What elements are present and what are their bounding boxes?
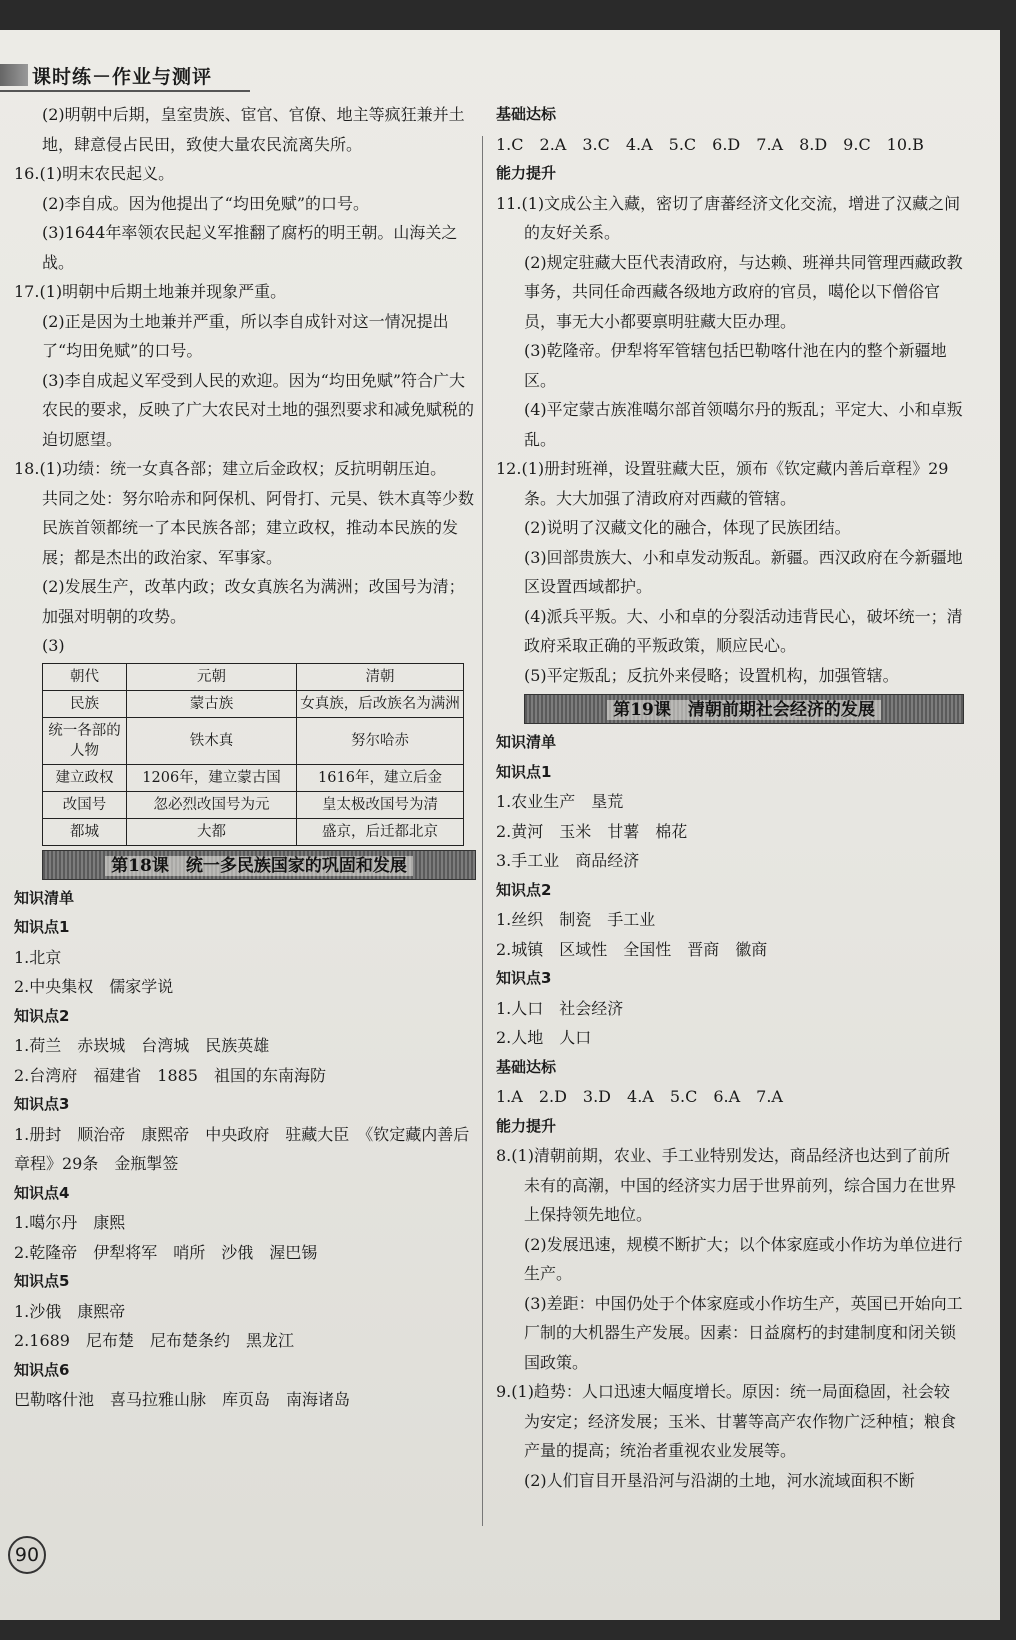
k1-item-2: 2.中央集权 儒家学说 xyxy=(14,977,174,996)
table-cell: 统一各部的人物 xyxy=(43,717,127,764)
section-k3-19: 知识点3 xyxy=(496,969,552,987)
k3-19-item-1: 1.人口 社会经济 xyxy=(496,998,624,1018)
table-header-cell: 元朝 xyxy=(127,663,297,690)
comparison-table xyxy=(42,663,464,846)
section-basic: 基础达标 xyxy=(496,105,557,123)
table-header-row xyxy=(43,663,464,690)
k5-item-2: 2.1689 尼布楚 尼布楚条约 黑龙江 xyxy=(14,1331,294,1350)
k6-item-1: 巴勒喀什池 喜马拉雅山脉 库页岛 南海诸岛 xyxy=(14,1390,351,1409)
section-k3: 知识点3 xyxy=(14,1095,70,1113)
answer-q8-1: 8.(1)清朝前期，农业、手工业特别发达，商品经济也达到了前所未有的高潮，中国的经济实力居于世界前列，综合国力在世界上保持领先地位。 xyxy=(496,1146,957,1224)
table-row xyxy=(43,764,464,791)
section-advanced: 能力提升 xyxy=(496,164,557,182)
table-cell: 大都 xyxy=(127,818,297,845)
table-cell: 忽必烈改国号为元 xyxy=(127,791,297,818)
table-header-cell: 清朝 xyxy=(297,663,464,690)
k4-item-2: 2.乾隆帝 伊犁将军 哨所 沙俄 渥巴锡 xyxy=(14,1242,318,1262)
page-number: 90 xyxy=(8,1536,46,1574)
answer-q9-1: 9.(1)趋势：人口迅速大幅度增长。原因：统一局面稳固，社会较为安定；经济发展；玉米、甘薯等高产农作物广泛种植；粮食产量的提高；统治者重视农业发展等。 xyxy=(496,1382,957,1460)
answer-q11-2: (2)规定驻藏大臣代表清政府，与达赖、班禅共同管理西藏政教事务，共同任命西藏各级地方政府的官员，噶伦以下僧俗官员，事无大小都要禀明驻藏大臣办理。 xyxy=(524,252,963,331)
answer-q8-2: (2)发展迅速，规模不断扩大；以个体家庭或小作坊为单位进行生产。 xyxy=(524,1234,963,1283)
lesson-18-title: 第18课 统一多民族国家的巩固和发展 xyxy=(105,856,413,876)
k1-19-item-2: 2.黄河 玉米 甘薯 棉花 xyxy=(496,821,688,841)
k4-item-1: 1.噶尔丹 康熙 xyxy=(14,1213,126,1232)
answer-q17-3: (3)李自成起义军受到人民的欢迎。因为“均田免赋”符合广大农民的要求，反映了广大农民对土地的强烈要求和减免赋税的迫切愿望。 xyxy=(42,370,475,449)
section-k2: 知识点2 xyxy=(14,1006,70,1025)
answer-q12-4: (4)派兵平叛。大、小和卓的分裂活动违背民心，破坏统一；清政府采取正确的平叛政策，顺应民心。 xyxy=(524,606,963,655)
table-row xyxy=(43,690,464,717)
k2-19-item-2: 2.城镇 区域性 全国性 晋商 徽商 xyxy=(496,939,768,959)
answer-q15-2: (2)明朝中后期，皇室贵族、宦官、官僚、地主等疯狂兼并土地，肆意侵占民田，致使大量农民流离失所。 xyxy=(42,105,465,154)
section-k1: 知识点1 xyxy=(14,918,70,936)
lesson-19-title: 第19课 清朝前期社会经济的发展 xyxy=(607,700,881,720)
k2-19-item-1: 1.丝织 制瓷 手工业 xyxy=(496,910,656,929)
answer-q11-1: 11.(1)文成公主入藏，密切了唐蕃经济文化交流，增进了汉藏之间的友好关系。 xyxy=(496,193,961,242)
table-cell: 盛京，后迁都北京 xyxy=(297,818,464,845)
answer-q12-3: (3)回部贵族大、小和卓发动叛乱。新疆。西汉政府在今新疆地区设置西域都护。 xyxy=(524,547,963,596)
basic-answers-19: 1.A 2.D 3.D 4.A 5.C 6.A 7.A xyxy=(496,1087,783,1106)
answer-q18-3: (3) xyxy=(42,636,65,655)
answer-q18-1: 18.(1)功绩：统一女真各部；建立后金政权；反抗明朝压迫。 xyxy=(14,459,447,478)
answer-q17-2: (2)正是因为土地兼并严重，所以李自成针对这一情况提出了“均田免赋”的口号。 xyxy=(42,311,449,360)
k5-item-1: 1.沙俄 康熙帝 xyxy=(14,1301,126,1321)
page-header xyxy=(0,62,250,92)
k2-item-2: 2.台湾府 福建省 1885 祖国的东南海防 xyxy=(14,1065,326,1085)
header-bar xyxy=(0,64,28,86)
table-row xyxy=(43,818,464,845)
answer-q16-1: 16.(1)明末农民起义。 xyxy=(14,164,175,183)
k1-19-item-3: 3.手工业 商品经济 xyxy=(496,851,640,870)
table-cell: 努尔哈赤 xyxy=(297,717,464,764)
right-column xyxy=(496,100,964,1495)
basic-answers: 1.C 2.A 3.C 4.A 5.C 6.D 7.A 8.D 9.C 10.B xyxy=(496,134,924,154)
answer-q17-1: 17.(1)明朝中后期土地兼并现象严重。 xyxy=(14,282,287,301)
section-k5: 知识点5 xyxy=(14,1272,70,1290)
answer-q16-2: (2)李自成。因为他提出了“均田免赋”的口号。 xyxy=(42,193,370,213)
table-row xyxy=(43,717,464,764)
answer-q12-2: (2)说明了汉藏文化的融合，体现了民族团结。 xyxy=(524,518,851,537)
table-row xyxy=(43,791,464,818)
k1-19-item-1: 1.农业生产 垦荒 xyxy=(496,792,624,811)
table-cell: 建立政权 xyxy=(43,764,127,791)
table-cell: 1206年，建立蒙古国 xyxy=(127,764,297,791)
section-basic-19: 基础达标 xyxy=(496,1057,557,1076)
k2-item-1: 1.荷兰 赤崁城 台湾城 民族英雄 xyxy=(14,1036,270,1055)
k1-item-1: 1.北京 xyxy=(14,947,62,967)
lesson-18-banner xyxy=(42,850,476,880)
answer-q18-2: (2)发展生产，改革内政；改女真族名为满洲；改国号为清；加强对明朝的攻势。 xyxy=(42,577,465,626)
table-cell: 铁木真 xyxy=(127,717,297,764)
answer-q9-2: (2)人们盲目开垦沿河与沿湖的土地，河水流域面积不断 xyxy=(524,1470,915,1490)
lesson-19-banner xyxy=(524,694,964,724)
answer-q12-5: (5)平定叛乱；反抗外来侵略；设置机构，加强管辖。 xyxy=(524,665,899,685)
section-k4: 知识点4 xyxy=(14,1183,70,1202)
k3-19-item-2: 2.人地 人口 xyxy=(496,1028,592,1047)
answer-q8-3: (3)差距：中国仍处于个体家庭或小作坊生产，英国已开始向工厂制的大机器生产发展。因素：日益腐朽的封建制度和闭关锁国政策。 xyxy=(524,1293,963,1372)
k3-item-1: 1.册封 顺治帝 康熙帝 中央政府 驻藏大臣 《钦定藏内善后章程》29条 金瓶掣签 xyxy=(14,1124,470,1173)
answer-q11-3: (3)乾隆帝。伊犁将军管辖包括巴勒喀什池在内的整个新疆地区。 xyxy=(524,341,947,390)
section-k1-19: 知识点1 xyxy=(496,762,552,781)
table-cell: 皇太极改国号为清 xyxy=(297,791,464,818)
table-cell: 1616年，建立后金 xyxy=(297,764,464,791)
section-knowledge-list: 知识清单 xyxy=(14,888,75,907)
table-cell: 都城 xyxy=(43,818,127,845)
answer-q12-1: 12.(1)册封班禅，设置驻藏大臣，颁布《钦定藏内善后章程》29条。大大加强了清政府对西藏的管辖。 xyxy=(496,459,949,508)
header-title: 课时练－作业与测评 xyxy=(32,66,213,88)
section-knowledge-list-19: 知识清单 xyxy=(496,733,557,751)
column-divider xyxy=(482,136,483,1526)
table-header-cell: 朝代 xyxy=(43,663,127,690)
section-advanced-19: 能力提升 xyxy=(496,1116,557,1135)
left-column xyxy=(14,100,476,1415)
table-cell: 女真族，后改族名为满洲 xyxy=(297,690,464,717)
table-cell: 蒙古族 xyxy=(127,690,297,717)
answer-q18-1b: 共同之处：努尔哈赤和阿保机、阿骨打、元昊、铁木真等少数民族首领都统一了本民族各部；建立政权，推动本民族的发展；都是杰出的政治家、军事家。 xyxy=(42,488,475,567)
section-k6: 知识点6 xyxy=(14,1360,70,1379)
section-k2-19: 知识点2 xyxy=(496,880,552,899)
table-cell: 改国号 xyxy=(43,791,127,818)
table-cell: 民族 xyxy=(43,690,127,717)
answer-q11-4: (4)平定蒙古族准噶尔部首领噶尔丹的叛乱；平定大、小和卓叛乱。 xyxy=(524,400,963,449)
answer-q16-3: (3)1644年率领农民起义军推翻了腐朽的明王朝。山海关之战。 xyxy=(42,223,458,272)
